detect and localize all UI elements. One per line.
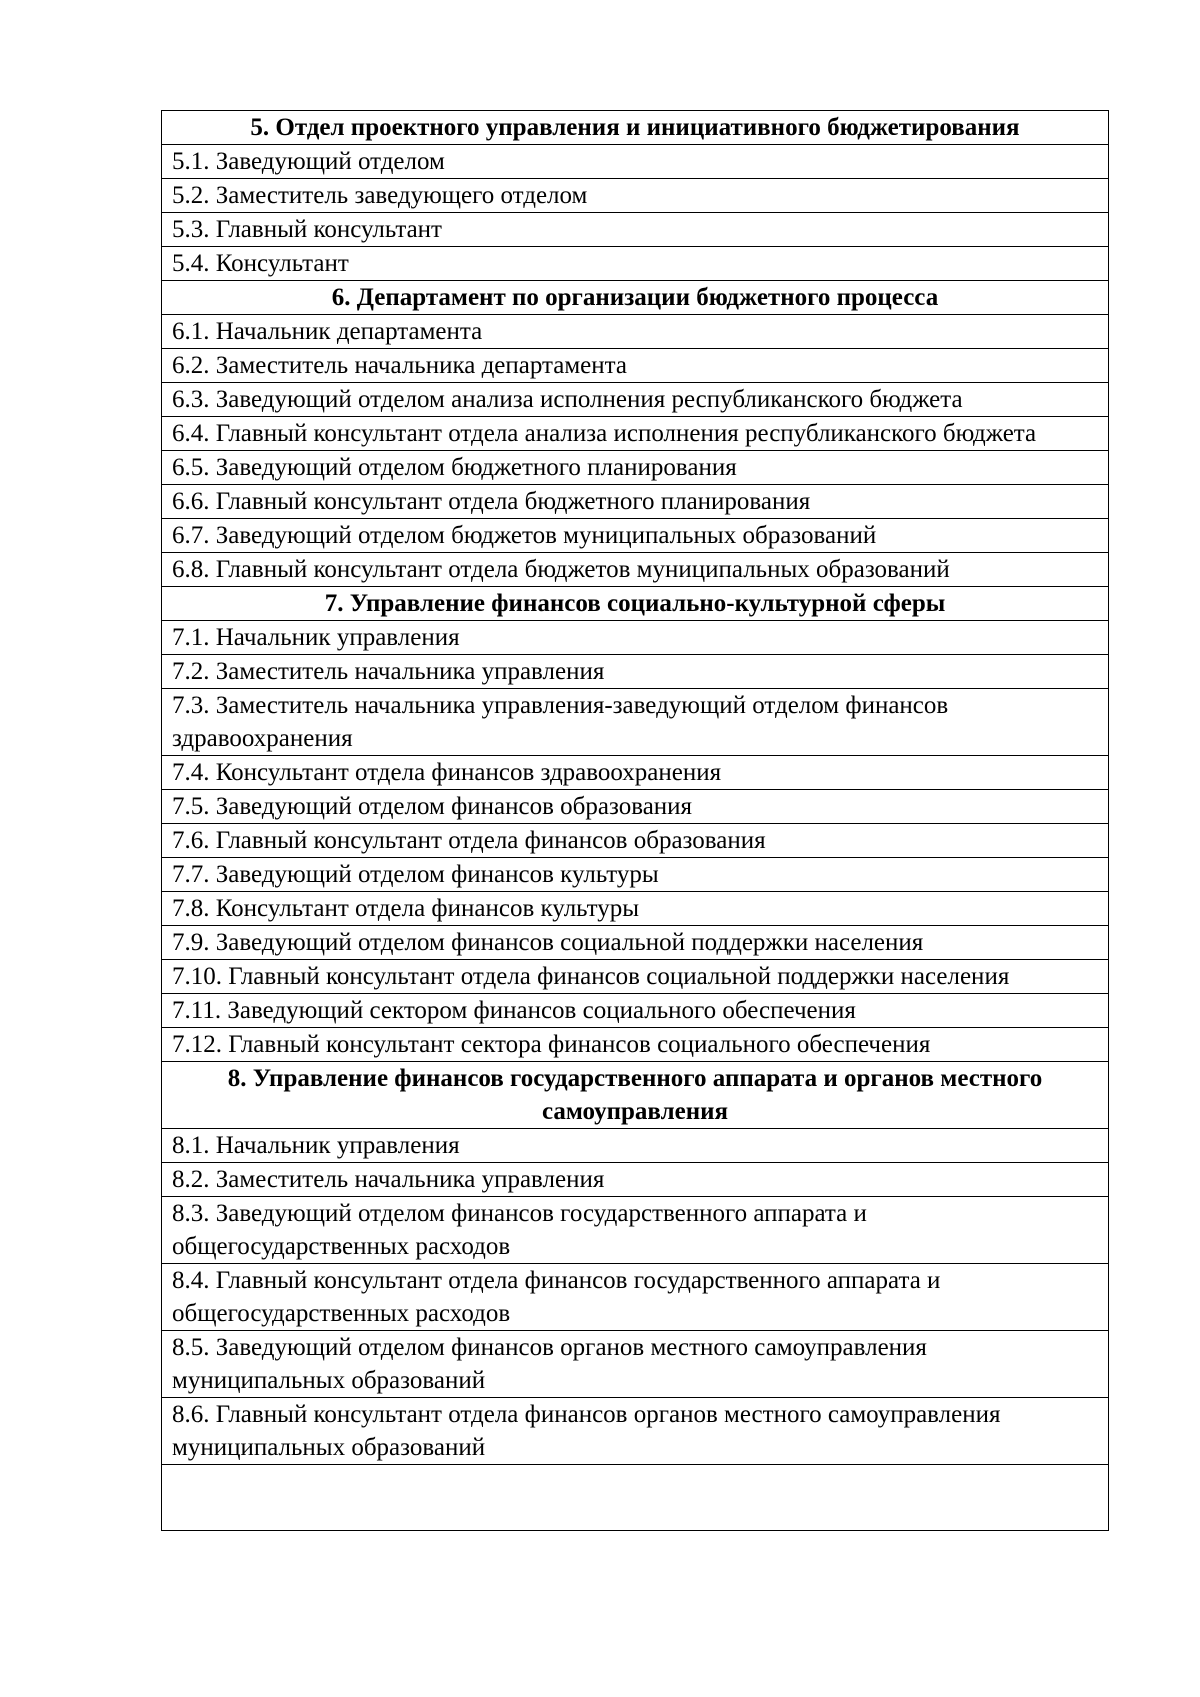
table-row	[162, 519, 1109, 553]
table-row	[162, 960, 1109, 994]
table-row	[162, 790, 1109, 824]
table-row	[162, 892, 1109, 926]
table-row	[162, 485, 1109, 519]
positions-table-body	[162, 111, 1109, 1531]
position-cell: 7.3. Заместитель начальника управления-заведующий отделом финансов здравоохранения	[162, 689, 1109, 756]
section-header-row	[162, 111, 1109, 145]
position-cell: 7.7. Заведующий отделом финансов культуры	[162, 858, 1109, 892]
section-header-row	[162, 281, 1109, 315]
table-row	[162, 655, 1109, 689]
table-row	[162, 1163, 1109, 1197]
table-row	[162, 994, 1109, 1028]
position-cell: 5.1. Заведующий отделом	[162, 145, 1109, 179]
table-row	[162, 1028, 1109, 1062]
table-row	[162, 926, 1109, 960]
position-cell: 7.8. Консультант отдела финансов культуры	[162, 892, 1109, 926]
positions-table	[161, 110, 1109, 1531]
table-row	[162, 689, 1109, 756]
table-row	[162, 1331, 1109, 1398]
table-row	[162, 1197, 1109, 1264]
table-row	[162, 621, 1109, 655]
table-row	[162, 417, 1109, 451]
table-row	[162, 247, 1109, 281]
position-cell: 6.6. Главный консультант отдела бюджетного планирования	[162, 485, 1109, 519]
table-row	[162, 1398, 1109, 1465]
table-row	[162, 213, 1109, 247]
position-cell: 5.4. Консультант	[162, 247, 1109, 281]
position-cell: 7.1. Начальник управления	[162, 621, 1109, 655]
position-cell: 7.5. Заведующий отделом финансов образования	[162, 790, 1109, 824]
position-cell: 7.9. Заведующий отделом финансов социальной поддержки населения	[162, 926, 1109, 960]
position-cell: 8.2. Заместитель начальника управления	[162, 1163, 1109, 1197]
position-cell: 8.3. Заведующий отделом финансов государственного аппарата и общегосударственных расходов	[162, 1197, 1109, 1264]
section-header-row	[162, 587, 1109, 621]
section-title: 8. Управление финансов государственного аппарата и органов местного самоуправления	[162, 1062, 1109, 1129]
empty-row	[162, 1465, 1109, 1531]
position-cell: 7.11. Заведующий сектором финансов социального обеспечения	[162, 994, 1109, 1028]
position-cell: 7.6. Главный консультант отдела финансов образования	[162, 824, 1109, 858]
position-cell: 7.4. Консультант отдела финансов здравоохранения	[162, 756, 1109, 790]
position-cell: 5.3. Главный консультант	[162, 213, 1109, 247]
position-cell: 6.4. Главный консультант отдела анализа исполнения республиканского бюджета	[162, 417, 1109, 451]
position-cell: 7.2. Заместитель начальника управления	[162, 655, 1109, 689]
section-title: 5. Отдел проектного управления и инициативного бюджетирования	[162, 111, 1109, 145]
position-cell: 7.12. Главный консультант сектора финансов социального обеспечения	[162, 1028, 1109, 1062]
table-row	[162, 824, 1109, 858]
position-cell: 8.1. Начальник управления	[162, 1129, 1109, 1163]
position-cell: 8.4. Главный консультант отдела финансов государственного аппарата и общегосударственных расходов	[162, 1264, 1109, 1331]
section-title: 7. Управление финансов социально-культурной сферы	[162, 587, 1109, 621]
position-cell: 5.2. Заместитель заведующего отделом	[162, 179, 1109, 213]
position-cell: 6.7. Заведующий отделом бюджетов муниципальных образований	[162, 519, 1109, 553]
table-row	[162, 315, 1109, 349]
empty-cell	[162, 1465, 1109, 1531]
table-row	[162, 451, 1109, 485]
table-row	[162, 1264, 1109, 1331]
table-row	[162, 1129, 1109, 1163]
section-title: 6. Департамент по организации бюджетного процесса	[162, 281, 1109, 315]
position-cell: 7.10. Главный консультант отдела финансов социальной поддержки населения	[162, 960, 1109, 994]
table-row	[162, 553, 1109, 587]
position-cell: 6.3. Заведующий отделом анализа исполнения республиканского бюджета	[162, 383, 1109, 417]
table-row	[162, 349, 1109, 383]
position-cell: 6.8. Главный консультант отдела бюджетов муниципальных образований	[162, 553, 1109, 587]
position-cell: 6.5. Заведующий отделом бюджетного планирования	[162, 451, 1109, 485]
section-header-row	[162, 1062, 1109, 1129]
table-row	[162, 858, 1109, 892]
position-cell: 8.5. Заведующий отделом финансов органов местного самоуправления муниципальных образований	[162, 1331, 1109, 1398]
position-cell: 6.2. Заместитель начальника департамента	[162, 349, 1109, 383]
table-row	[162, 179, 1109, 213]
table-row	[162, 756, 1109, 790]
table-row	[162, 145, 1109, 179]
position-cell: 8.6. Главный консультант отдела финансов органов местного самоуправления муниципальных образований	[162, 1398, 1109, 1465]
position-cell: 6.1. Начальник департамента	[162, 315, 1109, 349]
table-row	[162, 383, 1109, 417]
